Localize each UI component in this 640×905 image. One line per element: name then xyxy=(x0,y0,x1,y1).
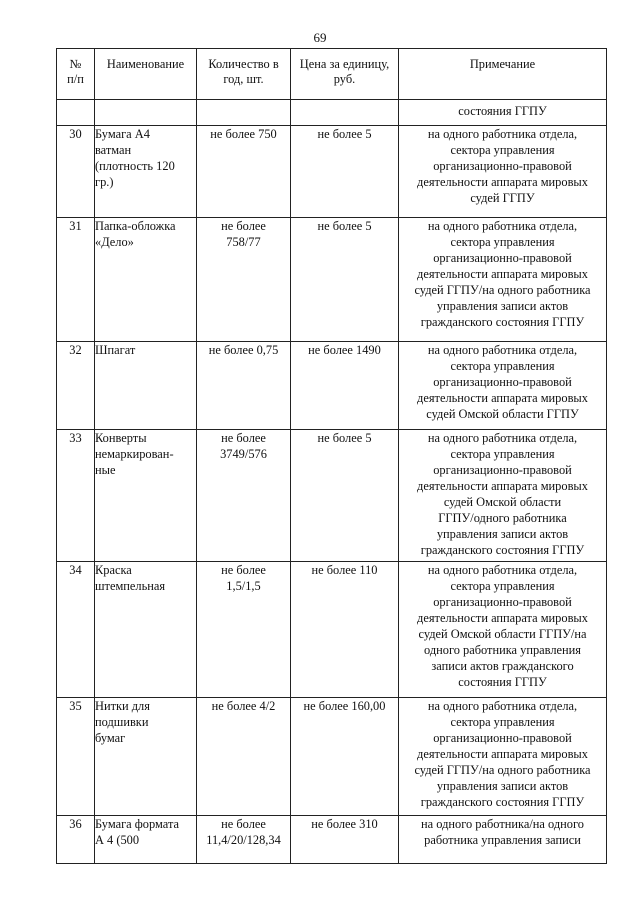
row-price: не более 310 xyxy=(291,816,399,864)
row-price: не более 110 xyxy=(291,562,399,698)
supplies-table xyxy=(56,48,607,864)
row-name: Бумага А4 ватман (плотность 120 гр.) xyxy=(95,126,197,218)
row-qty: не более 750 xyxy=(197,126,291,218)
row-name: Краска штемпельная xyxy=(95,562,197,698)
row-note: на одного работника отдела, сектора управления организационно-правовой деятельности аппарата мировых судей Омской области ГГПУ/на одного работника управления записи актов гражданского состояния ГГПУ xyxy=(399,562,607,698)
row-name: Шпагат xyxy=(95,342,197,430)
row-num: 36 xyxy=(57,816,95,864)
header-qty: Количество в год, шт. xyxy=(197,49,291,100)
row-num: 34 xyxy=(57,562,95,698)
header-num: № п/п xyxy=(57,49,95,100)
table-row xyxy=(57,342,607,430)
row-num: 35 xyxy=(57,698,95,816)
row-num: 33 xyxy=(57,430,95,562)
row-note: на одного работника отдела, сектора управления организационно-правовой деятельности аппарата мировых судей ГГПУ/на одного работника управления записи актов гражданского состояния ГГПУ xyxy=(399,698,607,816)
row-note: на одного работника отдела, сектора управления организационно-правовой деятельности аппарата мировых судей ГГПУ xyxy=(399,126,607,218)
row-qty: не более 3749/576 xyxy=(197,430,291,562)
table-row xyxy=(57,126,607,218)
row-price: не более 1490 xyxy=(291,342,399,430)
row-note: на одного работника отдела, сектора управления организационно-правовой деятельности аппарата мировых судей Омской области ГГПУ/одного работника управления записи актов гражданского состояния ГГПУ xyxy=(399,430,607,562)
row-price: не более 5 xyxy=(291,218,399,342)
row-qty: не более 758/77 xyxy=(197,218,291,342)
row-name: Нитки для подшивки бумаг xyxy=(95,698,197,816)
header-price: Цена за единицу, руб. xyxy=(291,49,399,100)
row-name: Конверты немаркирован- ные xyxy=(95,430,197,562)
table-row xyxy=(57,218,607,342)
row-note: на одного работника отдела, сектора управления организационно-правовой деятельности аппарата мировых судей ГГПУ/на одного работника управления записи актов гражданского состояния ГГПУ xyxy=(399,218,607,342)
continuation-qty xyxy=(197,100,291,126)
table-row xyxy=(57,816,607,864)
row-note: на одного работника/на одного работника управления записи xyxy=(399,816,607,864)
row-price: не более 5 xyxy=(291,430,399,562)
row-note: на одного работника отдела, сектора управления организационно-правовой деятельности аппарата мировых судей Омской области ГГПУ xyxy=(399,342,607,430)
table-row xyxy=(57,698,607,816)
row-qty: не более 4/2 xyxy=(197,698,291,816)
continuation-note: состояния ГГПУ xyxy=(399,100,607,126)
row-name: Бумага формата А 4 (500 xyxy=(95,816,197,864)
page-number: 69 xyxy=(313,30,327,45)
continuation-price xyxy=(291,100,399,126)
table-row xyxy=(57,430,607,562)
header-note: Примечание xyxy=(399,49,607,100)
continuation-num xyxy=(57,100,95,126)
row-num: 31 xyxy=(57,218,95,342)
row-qty: не более 0,75 xyxy=(197,342,291,430)
table-row xyxy=(57,562,607,698)
row-name: Папка-обложка «Дело» xyxy=(95,218,197,342)
continuation-name xyxy=(95,100,197,126)
row-price: не более 5 xyxy=(291,126,399,218)
row-qty: не более 11,4/20/128,34 xyxy=(197,816,291,864)
header-name: Наименование xyxy=(95,49,197,100)
row-num: 32 xyxy=(57,342,95,430)
row-price: не более 160,00 xyxy=(291,698,399,816)
row-qty: не более 1,5/1,5 xyxy=(197,562,291,698)
row-num: 30 xyxy=(57,126,95,218)
table-header-row xyxy=(57,49,607,100)
continuation-row xyxy=(57,100,607,126)
